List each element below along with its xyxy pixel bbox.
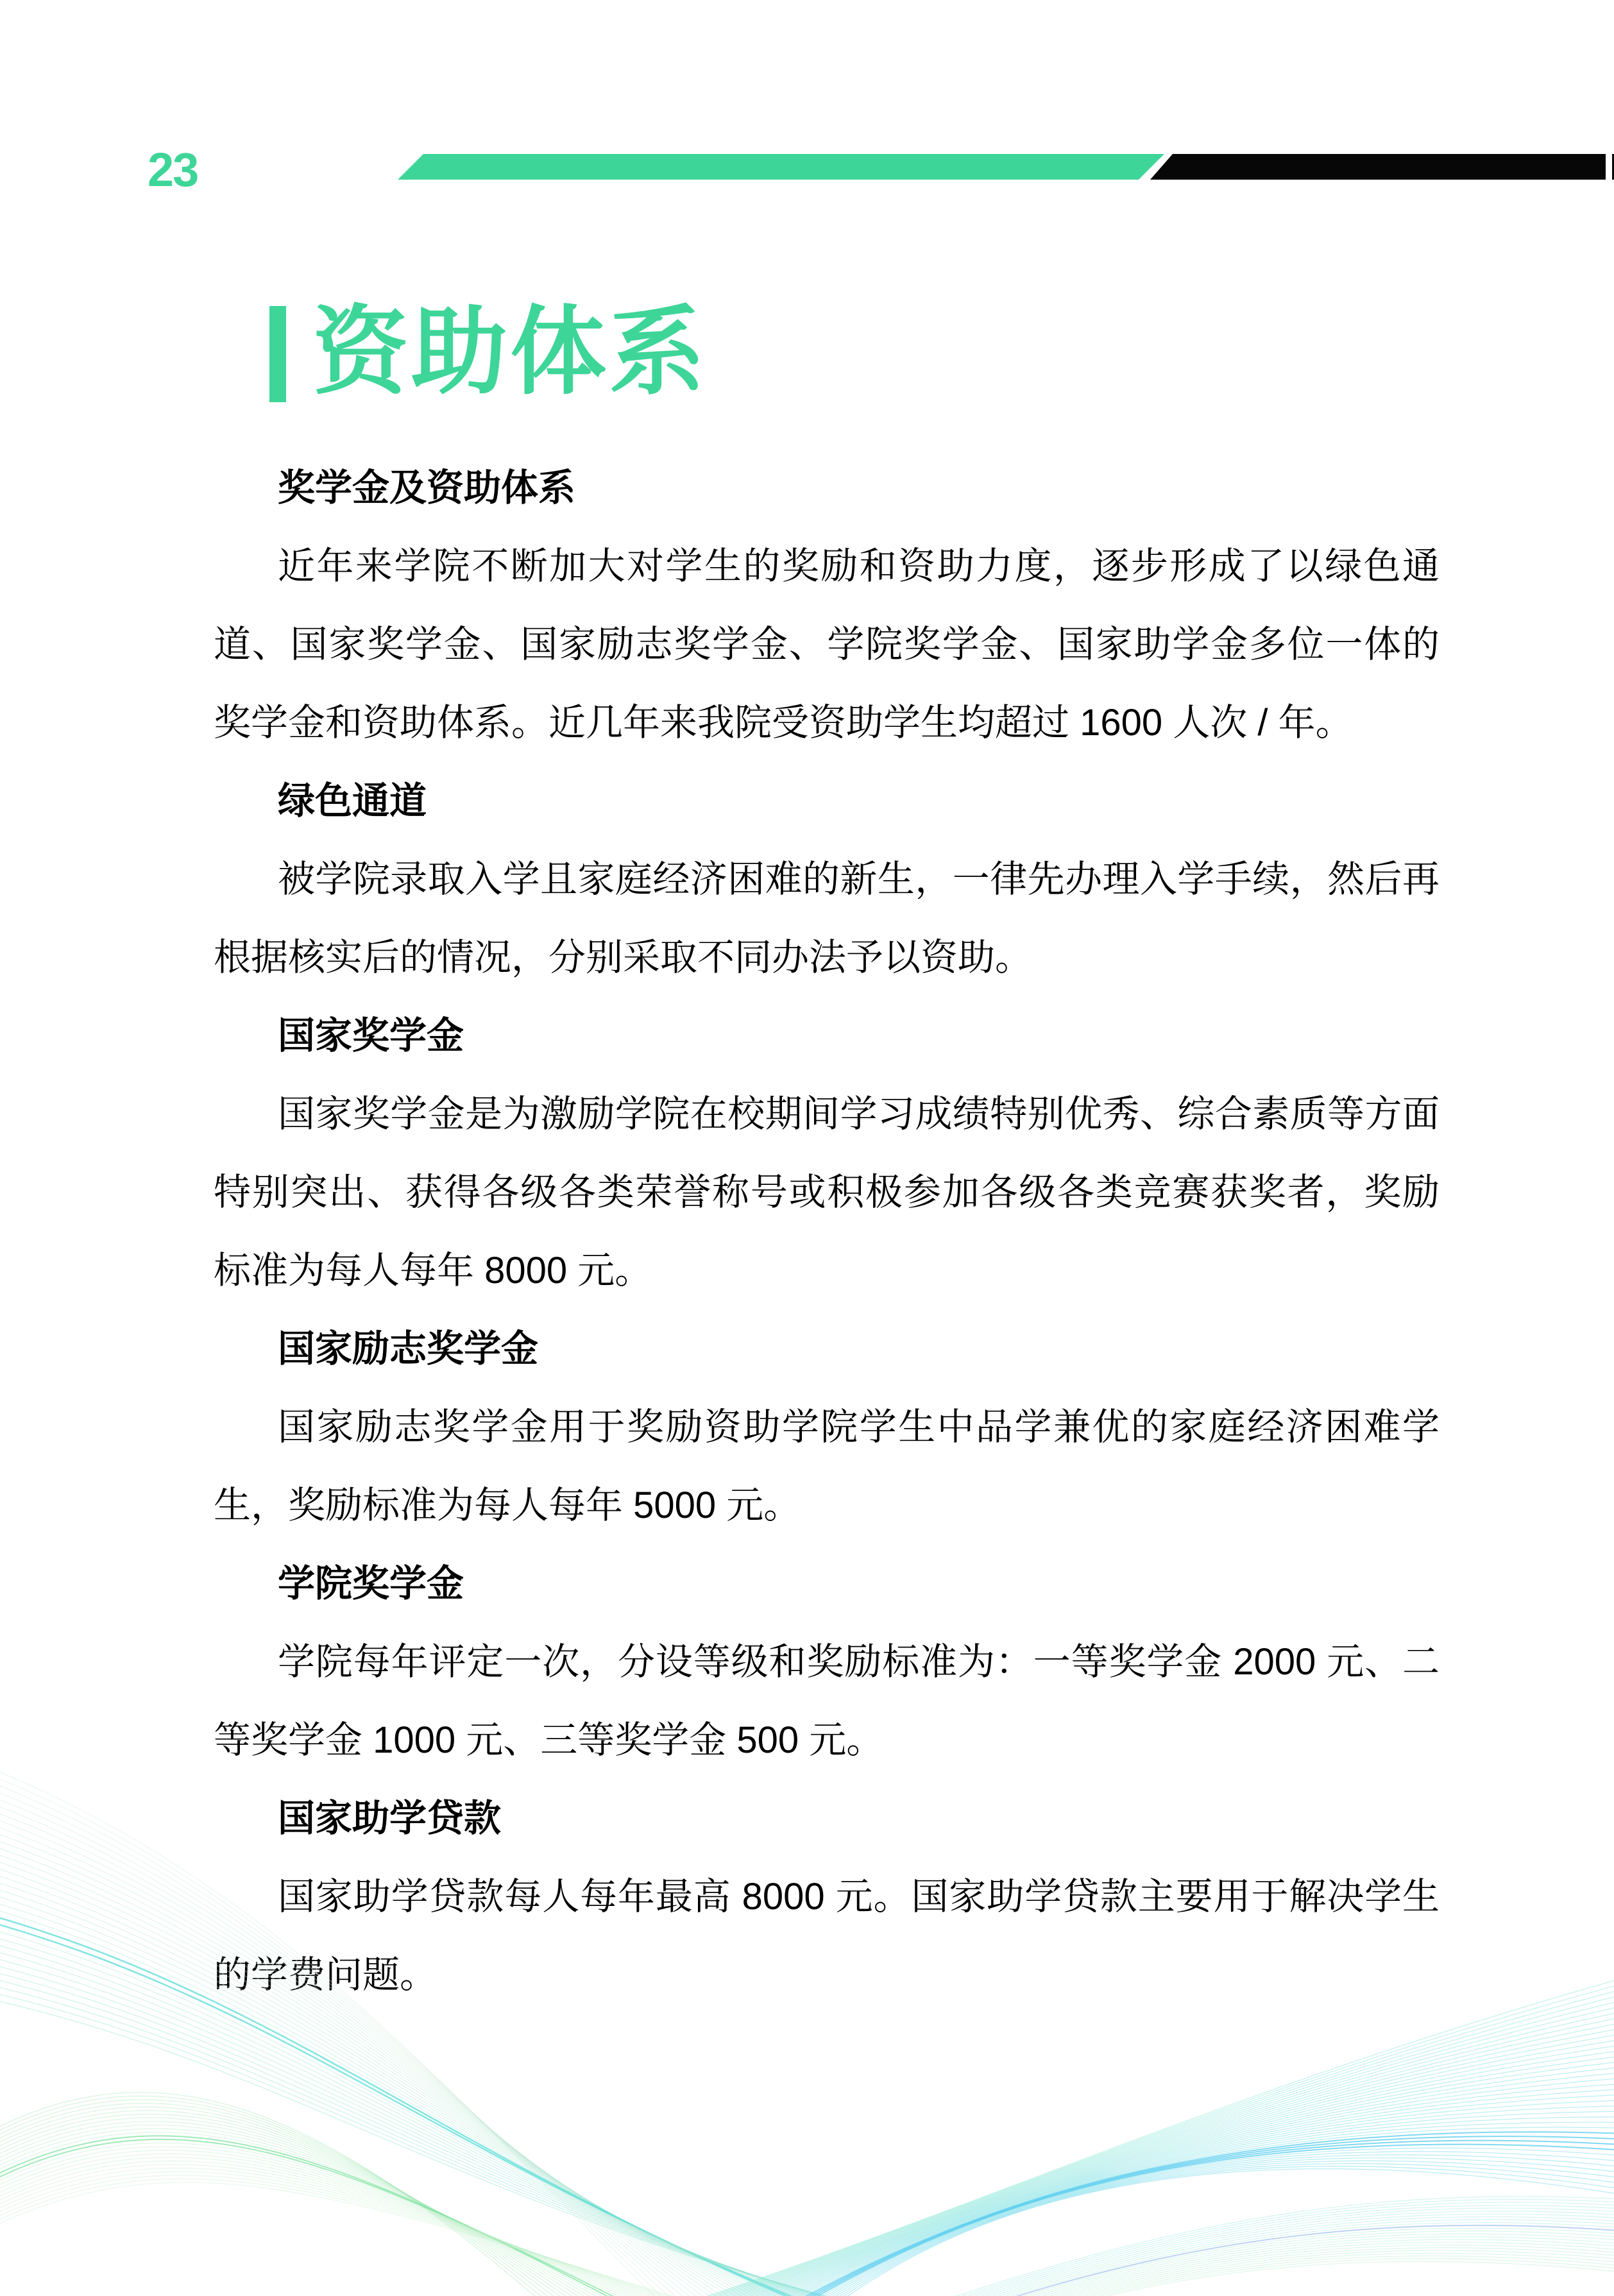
subsection-heading: 绿色通道: [278, 780, 427, 822]
subsection-paragraph: 近年来学院不断加大对学生的奖励和资助力度，逐步形成了以绿色通道、国家奖学金、国家励志奖学金、学院奖学金、国家助学金多位一体的奖学金和资助体系。近几年来我院受资助学生均超过 1600 人次 / 年。: [214, 545, 1440, 744]
subsection-paragraph: 被学院录取入学且家庭经济困难的新生，一律先办理入学手续，然后再根据核实后的情况，分别采取不同办法予以资助。: [214, 858, 1440, 978]
header-black-slash: [1150, 154, 1606, 180]
page-title: 资助体系: [312, 298, 708, 405]
page-number: 23: [148, 143, 198, 196]
subsection-heading: 国家励志奖学金: [278, 1328, 539, 1370]
header-green-slash: [398, 154, 1164, 180]
subsection-heading: 国家助学贷款: [278, 1798, 502, 1839]
subsection-paragraph: 国家励志奖学金用于奖励资助学院学生中品学兼优的家庭经济困难学生，奖励标准为每人每年 5000 元。: [214, 1406, 1440, 1526]
subsection-heading: 奖学金及资助体系: [278, 467, 576, 509]
header-decoration-bar: [398, 154, 1614, 180]
title-accent-bar: [269, 306, 286, 402]
subsection-paragraph: 国家奖学金是为激励学院在校期间学习成绩特别优秀、综合素质等方面特别突出、获得各级各类荣誉称号或积极参加各级各类竞赛获奖者，奖励标准为每人每年 8000 元。: [214, 1093, 1440, 1291]
subsection-heading: 学院奖学金: [278, 1563, 464, 1604]
subsection-paragraph: 学院每年评定一次，分设等级和奖励标准为：一等奖学金 2000 元、二等奖学金 1000 元、三等奖学金 500 元。: [214, 1641, 1440, 1761]
body-text: [214, 449, 1440, 2014]
subsection-heading: 国家奖学金: [278, 1015, 464, 1057]
subsection-paragraph: 国家助学贷款每人每年最高 8000 元。国家助学贷款主要用于解决学生的学费问题。: [214, 1876, 1440, 1996]
